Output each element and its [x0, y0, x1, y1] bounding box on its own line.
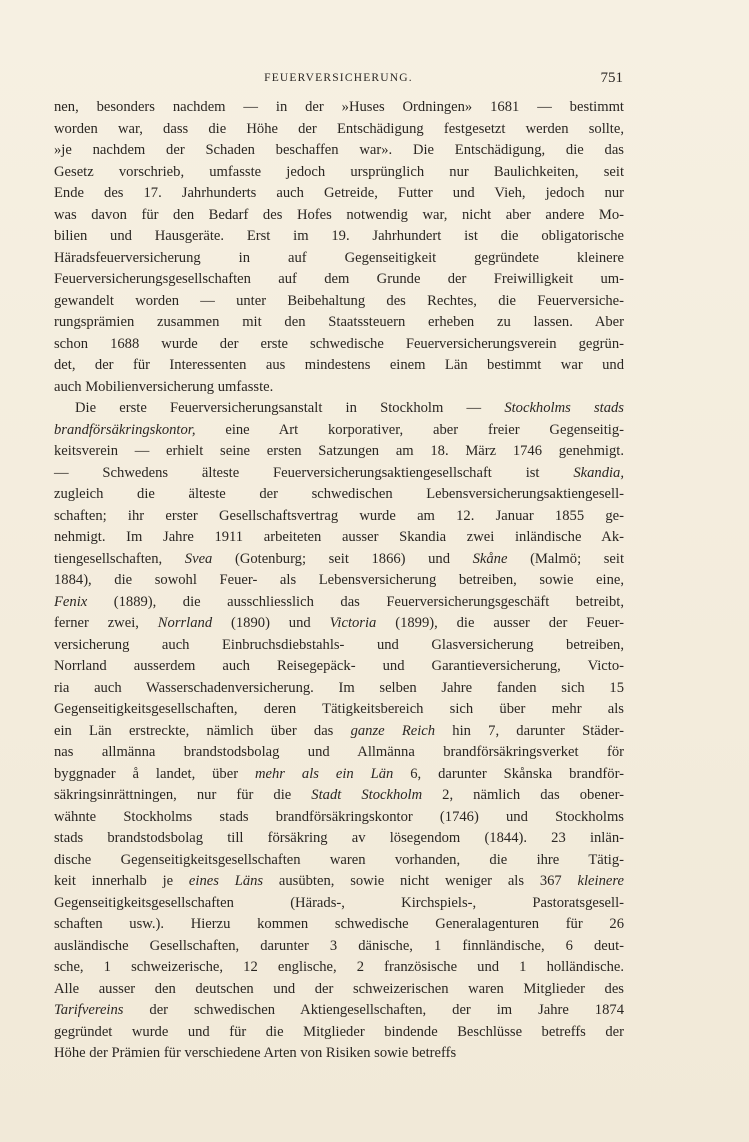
italic-run: ganze Reich [350, 722, 436, 739]
text-line [54, 742, 624, 764]
paragraph-2 [54, 398, 624, 1065]
text-run: (1890) und [212, 615, 330, 631]
text-line [54, 678, 624, 700]
text-line [54, 1000, 624, 1022]
text-run: zugleich die älteste der schwedischen Lebensversicherungsaktiengesell- [54, 486, 624, 502]
text-line [54, 334, 624, 356]
text-line [54, 527, 624, 549]
text-run: det, der für Interessenten aus mindestens einem Län bestimmt war und [54, 357, 624, 373]
text-line [54, 463, 624, 485]
text-run: sche, 1 schweizerische, 12 englische, 2 französische und 1 holländische. [54, 959, 624, 975]
text-run: ferner zwei, [54, 615, 158, 631]
italic-run: Skandia, [573, 464, 624, 481]
text-run: 2, nämlich das obener- [422, 787, 624, 803]
italic-run: Stockholms stads [504, 400, 624, 416]
text-line [54, 355, 624, 377]
text-run: Häradsfeuerversicherung in auf Gegenseitigkeit gegründete kleinere [54, 249, 624, 266]
text-line [54, 635, 624, 657]
text-line [54, 936, 624, 958]
italic-run: Svea [184, 550, 213, 567]
text-line [54, 785, 624, 807]
text-line [54, 269, 624, 291]
text-line [54, 140, 624, 162]
text-run: ein Län erstreckte, nämlich über das [54, 722, 351, 739]
text-run: schon 1688 wurde der erste schwedische Feuerversicherungsverein gegrün- [54, 335, 624, 352]
italic-run: eines Läns [188, 873, 264, 889]
text-run: »je nachdem der Schaden beschaffen war». Die Entschädigung, die das [54, 142, 624, 158]
text-line [54, 398, 624, 420]
italic-run: mehr als ein Län [254, 765, 394, 782]
text-run: ausländische Gesellschaften, darunter 3 dänische, 1 finnländische, 6 deut- [54, 937, 624, 954]
text-line [54, 613, 624, 635]
running-head [54, 68, 623, 88]
text-line [54, 183, 624, 205]
text-run: — Schwedens älteste Feuerversicherungsaktiengesellschaft ist [54, 464, 574, 481]
italic-run: kleinere [577, 873, 624, 889]
text-run: gegründet wurde und für die Mitglieder bindende Beschlüsse betreffs der [54, 1023, 624, 1040]
running-title: FEUERVERSICHERUNG. [264, 72, 413, 84]
text-line [54, 957, 624, 979]
italic-run: Norrland [157, 615, 213, 631]
text-run: 1884), die sowohl Feuer- als Lebensversicherung betreiben, sowie eine, [54, 572, 624, 588]
italic-run: Skåne [472, 550, 508, 567]
text-run: nen, besonders nachdem — in der »Huses Ordningen» 1681 — bestimmt [54, 99, 624, 115]
text-run: Norrland ausserdem auch Reisegepäck- und Garantieversicherung, Victo- [54, 658, 624, 674]
italic-run: Stadt Stockholm [311, 787, 423, 803]
text-line [54, 441, 624, 463]
text-run: ausübten, sowie nicht weniger als 367 [263, 873, 578, 889]
text-line [54, 226, 624, 248]
text-line [54, 162, 624, 184]
text-run: 6, darunter Skånska brandför- [393, 765, 624, 782]
text-line [54, 205, 624, 227]
text-line [54, 549, 624, 571]
text-run: schaften; ihr erster Gesellschaftsvertrag wurde am 12. Januar 1855 ge- [54, 507, 624, 524]
text-run: ria auch Wasserschadenversicherung. Im selben Jahre fanden sich 15 [54, 679, 624, 696]
text-run: byggnader å landet, über [54, 765, 255, 782]
italic-run: Victoria [329, 615, 377, 631]
text-run: (Malmö; seit [507, 550, 624, 567]
text-run: Die erste Feuerversicherungsanstalt in Stockholm — [75, 400, 505, 416]
text-run: (Gotenburg; seit 1866) und [212, 550, 473, 567]
text-run: nas allmänna brandstodsbolag und Allmänna brandförsäkringsverket för [54, 744, 624, 760]
text-line [54, 248, 624, 270]
page-number: 751 [600, 70, 623, 86]
text-line [54, 97, 624, 119]
text-line [54, 1022, 624, 1044]
text-line [54, 850, 624, 872]
text-run: eine Art korporativer, aber freier Gegenseitig- [195, 421, 624, 438]
text-line [54, 764, 624, 786]
text-line [54, 119, 624, 141]
text-run: der schwedischen Aktiengesellschaften, der im Jahre 1874 [123, 1002, 624, 1018]
text-line [54, 484, 624, 506]
text-line [54, 312, 624, 334]
text-line [54, 291, 624, 313]
text-run: worden war, dass die Höhe der Entschädigung festgesetzt werden sollte, [54, 120, 624, 137]
text-run: (1889), die ausschliesslich das Feuerversicherungsgeschäft betreibt, [87, 593, 624, 610]
text-run: bilien und Hausgeräte. Erst im 19. Jahrhundert ist die obligatorische [54, 228, 624, 244]
text-line [54, 871, 624, 893]
text-run: Alle ausser den deutschen und der schweizerischen waren Mitglieder des [54, 980, 624, 997]
text-run: Ende des 17. Jahrhunderts auch Getreide, Futter und Vieh, jedoch nur [54, 185, 624, 201]
text-run: nehmigt. Im Jahre 1911 arbeiteten ausser Skandia zwei inländische Ak- [54, 529, 624, 545]
text-line [54, 506, 624, 528]
italic-run: Tarifvereins [54, 1002, 124, 1018]
text-line [54, 656, 624, 678]
text-line [54, 570, 624, 592]
text-run: versicherung auch Einbruchsdiebstahls- und Glasversicherung betreiben, [54, 636, 624, 653]
text-run: (1899), die ausser der Feuer- [376, 615, 625, 631]
text-run: tiengesellschaften, [54, 550, 185, 567]
text-run: was davon für den Bedarf des Hofes notwendig war, nicht aber andere Mo- [54, 206, 624, 223]
italic-run: brandförsäkringskontor, [54, 421, 196, 438]
text-run: säkringsinrättningen, nur für die [54, 787, 312, 803]
text-line [54, 914, 624, 936]
text-line [54, 420, 624, 442]
text-line [54, 807, 624, 829]
text-run: auch Mobilienversicherung umfasste. [54, 378, 274, 395]
text-run: hin 7, darunter Städer- [435, 722, 624, 739]
paragraph-1 [54, 97, 624, 398]
text-run: stads brandstodsbolag till försäkring av lösegendom (1844). 23 inlän- [54, 830, 624, 846]
text-run: Gegenseitigkeitsgesellschaften (Härads-, Kirchspiels-, Pastoratsgesell- [54, 894, 624, 911]
text-line [54, 828, 624, 850]
text-run: wähnte Stockholms stads brandförsäkringskontor (1746) und Stockholms [54, 808, 624, 825]
text-run: Gesetz vorschrieb, umfasste jedoch ursprünglich nur Baulichkeiten, seit [54, 163, 624, 180]
text-run: keitsverein — erhielt seine ersten Satzungen am 18. März 1746 genehmigt. [54, 443, 624, 459]
text-run: Feuerversicherungsgesellschaften auf dem Grunde der Freiwilligkeit um- [54, 271, 624, 287]
text-line [54, 979, 624, 1001]
text-line [54, 721, 624, 743]
text-line [54, 893, 624, 915]
text-line [54, 377, 624, 399]
text-run: schaften usw.). Hierzu kommen schwedische Generalagenturen für 26 [54, 916, 624, 932]
text-run: rungsprämien zusammen mit den Staatssteuern erheben zu lassen. Aber [54, 314, 624, 330]
text-line [54, 592, 624, 614]
text-run: dische Gegenseitigkeitsgesellschaften waren vorhanden, die ihre Tätig- [54, 851, 624, 868]
text-run: keit innerhalb je [54, 873, 189, 889]
body-text [54, 97, 624, 1065]
text-line [54, 699, 624, 721]
italic-run: Fenix [54, 593, 88, 610]
text-run: gewandelt worden — unter Beibehaltung des Rechtes, die Feuerversiche- [54, 292, 624, 309]
text-run: Gegenseitigkeitsgesellschaften, deren Tätigkeitsbereich sich über mehr als [54, 701, 624, 717]
text-run: Höhe der Prämien für verschiedene Arten von Risiken sowie betreffs [54, 1045, 457, 1061]
text-line [54, 1043, 624, 1065]
